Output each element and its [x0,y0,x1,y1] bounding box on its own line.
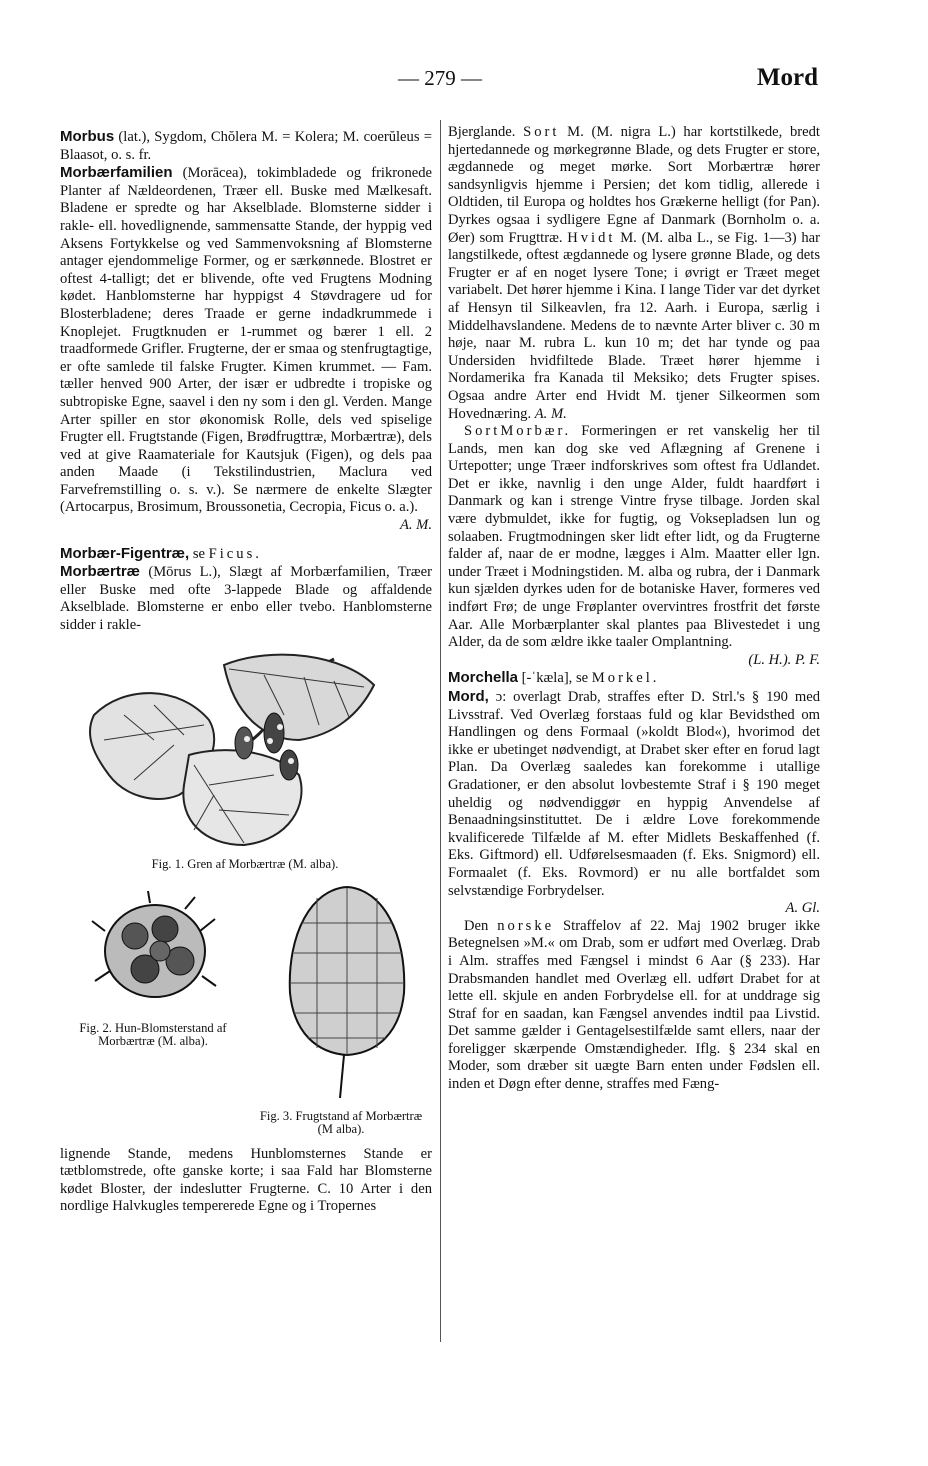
figure-1-caption: Fig. 1. Gren af Morbærtræ (M. alba). [151,856,339,871]
cross-reference: Morkel. [591,670,660,687]
figure-3-caption: Fig. 3. Frugtstand af Morbærtræ (M alba). [259,1108,423,1137]
right-column [448,124,820,1094]
headword-morbaer-figentrae: Morbær-Figentræ, [60,544,190,562]
entry-morbaertrae: Morbærtræ (Mōrus L.), Slægt af Morbærfamilien, Træer eller Buske med ofte 3-lappede Blade og affaldende Akselblade. Blomsterne er enbo eller tvebo. Hanblomsterne sidder i rakle- [60,563,432,634]
headword-morbaerfamilien: Morbærfamilien [60,164,173,182]
page-number: — 279 — [398,66,482,90]
signature: A. M. [399,517,432,534]
cross-reference: Ficus. [208,545,262,562]
entry-morbus: Morbus (lat.), Sygdom, Chŏlera M. = Kolera; M. coerŭleus = Blaasot, o. s. fr. [60,128,432,163]
signature: A. Gl. [785,900,820,917]
running-head: Mord [756,64,818,91]
entry-morbaertrae-cont: Bjerglande. Sort M. (M. nigra L.) har kortstilkede, bredt hjertedannede og mørkegrønne Blade, og dets Frugter er store, ægdannede og meget mørke. Sort Morbærtræ hører sandsynligvis hjemme i Persien; det kom tidlig, allerede i Oldtiden, til Europa og holdtes hos Grækerne helligt (for Pan). Dyrkes ogsaa i sydligere Egne af Danmark (Bornholm o. a. Øer) som Frugttræ. Hvidt M. (M. alba L., se Fig. 1—3) har langstilkede, oftest ægdannede og lysere grønne Blade, og dets Frugter er af en noget lysere Tone; i øvrigt er Træet meget variabelt. Det hører hjemme i Kina. I lange Tider var det dyrket af Hensyn til Silkeavlen, fra 12. Aarh. i Europa, særlig i Middelhavslandene. Medens de to nævnte Arter bliver c. 30 m høje, naar M. rubra L. kun 10 m; det har tynde og paa Undersiden hvidfiltede Blade. Træet hører hjemme i Nordamerika fra Kanada til Meksiko; dets Frugter spises. Ogsaa andre Arter end Hvidt M. tjener Silkeormen som Hovednæring. A. M. [448,124,820,422]
female-flower-cluster-illustration [90,891,220,1011]
entry-morbaerfamilien: Morbærfamilien (Morācea), tokimbladede og frikronede Planter af Nældeordenen, Træer ell. Buske med Mælkesaft. Bladene er spredte og har Akselblade. Blomsterne sidder i rakle- ell. hovedlignende, sammensatte Stande, der hyppig ved Aksens Fortykkelse og ved Sammenvoksning af Blomsterne antager ejendommelige Former, og er særkønnede. Blostret er oftest 4-talligt; det er blivende, ofte ved Frugtens Modning kødet. Hanblomsterne har hyppigst 4 Støvdragere ud for Blosterbladene; deres Traade er gerne indadkrummede i Knoplejet. Frugtknuden er 1-rummet og bærer 1 ell. 2 traadformede Grifler. Frugterne, der er smaa og stenfrugtagtige, er ofte samlede til falske Frugter. Kimen krummet. — Fam. tæller henved 900 Arter, der især er udbredte i tropiske og subtropiske Egne, saavel i den ny som i den gl. Verden. Mange Arter spiller en stor økonomisk Rolle, dels ved spiselige Frugter ell. Frugtstande (Figen, Brødfrugttræ, Morbærtræ), dels ved at give Raamateriale for Kautsjuk (Figen), og dels paa anden Maade (i Tekstilindustrien, Maclura ved Farvefremstilling o. s. v.). Se nærmere de enkelte Slægter (Artocarpus, Brosimum, Broussonetia, Cecropia, Ficus o. a.). A. M. [60,164,432,534]
norwegian-law-paragraph: Den norske Straffelov af 22. Maj 1902 bruger ikke Betegnelsen »M.« om Drab, som er udført med Overlæg. Drab i Alm. straffes med Fængsel i mindst 6 Aar (§ 233). Har Drabsmanden handlet med Overlæg ell. udført Drabet for at lette ell. skjule en anden Forbrydelse ell. for at unddrage sig Straf for en saadan, kan Fængsel anvendes indtil paa Livstid. Det samme gælder i Gentagelsestilfælde samt ellers, naar der foreligger skærpende Omstændigheder. Iflg. § 234 skal en Moder, som dræber sit uægte Barn enten under Fødslen ell. inden et Døgn efter denne, straffes med Fæng- [448,917,820,1093]
signature: A. M. [534,405,567,422]
signature: (L. H.). P. F. [748,651,820,668]
headword-morchella: Morchella [448,669,519,687]
left-column [60,128,432,1216]
continuation-text: lignende Stande, medens Hunblomsternes Stande er tætblomstrede, ofte ganske korte; i saa Fald har Blomsterne kødet Bloster, der indeslutter Frugterne. C. 10 Arter i den nordlige Halvkugles tempererede Egne og i Tropernes [60,1145,432,1215]
headword-mord: Mord, [448,688,489,705]
column-divider [440,120,441,1342]
cultivation-paragraph: SortMorbær. Formeringen er ret vanskelig her til Lands, men kan dog ske ved Aflægning af Grenene i Urtepotter; unge Træer indforskrives som oftest fra Udlandet. Det er ikke, navnlig i den unge Alder, fuldt haardført i Danmark og kan i strenge Vintre fryse tilbage. Jorden skal være dybmuldet, ikke for fugtig, og Voksepladsen lun og solaaben. Frugtmodningen sker lidt efter lidt, og da Frugterne falder af, naar de er modne, lægges i Alm. Maatter eller lgn. under Træet i Modningstiden. M. alba og rubra, der i Danmark kun sjælden dyrkes uden for de botaniske Haver, formeres ved indført Frø; de unge Frøplanter overvintres frostfrit det første Aar. Alle Morbærplanter skal plantes paa Blivestedet i ung Alder, da de som ældre ikke taaler Omplantning. (L. H.). P. F. [448,423,820,668]
mulberry-fruit-illustration [282,883,412,1103]
entry-mord: Mord, ɔ: overlagt Drab, straffes efter D. Strl.'s § 190 med Livsstraf. Ved Overlæg forstaas fuld og klar Bevidsthed om Handlingen og dens Formaal (»koldt Blod«), hvorimod det ikke er ubetinget nødvendigt, at Drabet sker efter en forud lagt Plan. Da Overlæg saaledes kan forekomme i utallige Gradationer, er den absolut lovbestemte Straf i § 190 meget uheldig og nødvendiggør en hyppig Anvendelse af Benaadningsinstituttet. De i ældre Love forekommende kvalificerede Tilfælde af M. efter Midlets Beskaffenhed (f. Eks. Giftmord) ell. Udførelsesmaaden (f. Eks. Snigmord) ell. Formaalet (f. Eks. Rovmord) er nu alle bortfaldet som selvstændige Forbrydelser. A. Gl. [448,688,820,917]
headword-morbus: Morbus [60,128,115,145]
mulberry-branch-illustration [84,645,384,850]
figure-2-caption: Fig. 2. Hun-Blomsterstand af Morbærtræ (M. alba). [79,1020,227,1049]
figure-block [60,641,432,1146]
entry-morbaer-figentrae: Morbær-Figentræ, se Ficus. [60,544,262,562]
entry-morchella: Morchella [-ˈkæla], se Morkel. [448,669,660,687]
headword-morbaertrae: Morbærtræ [60,563,141,581]
